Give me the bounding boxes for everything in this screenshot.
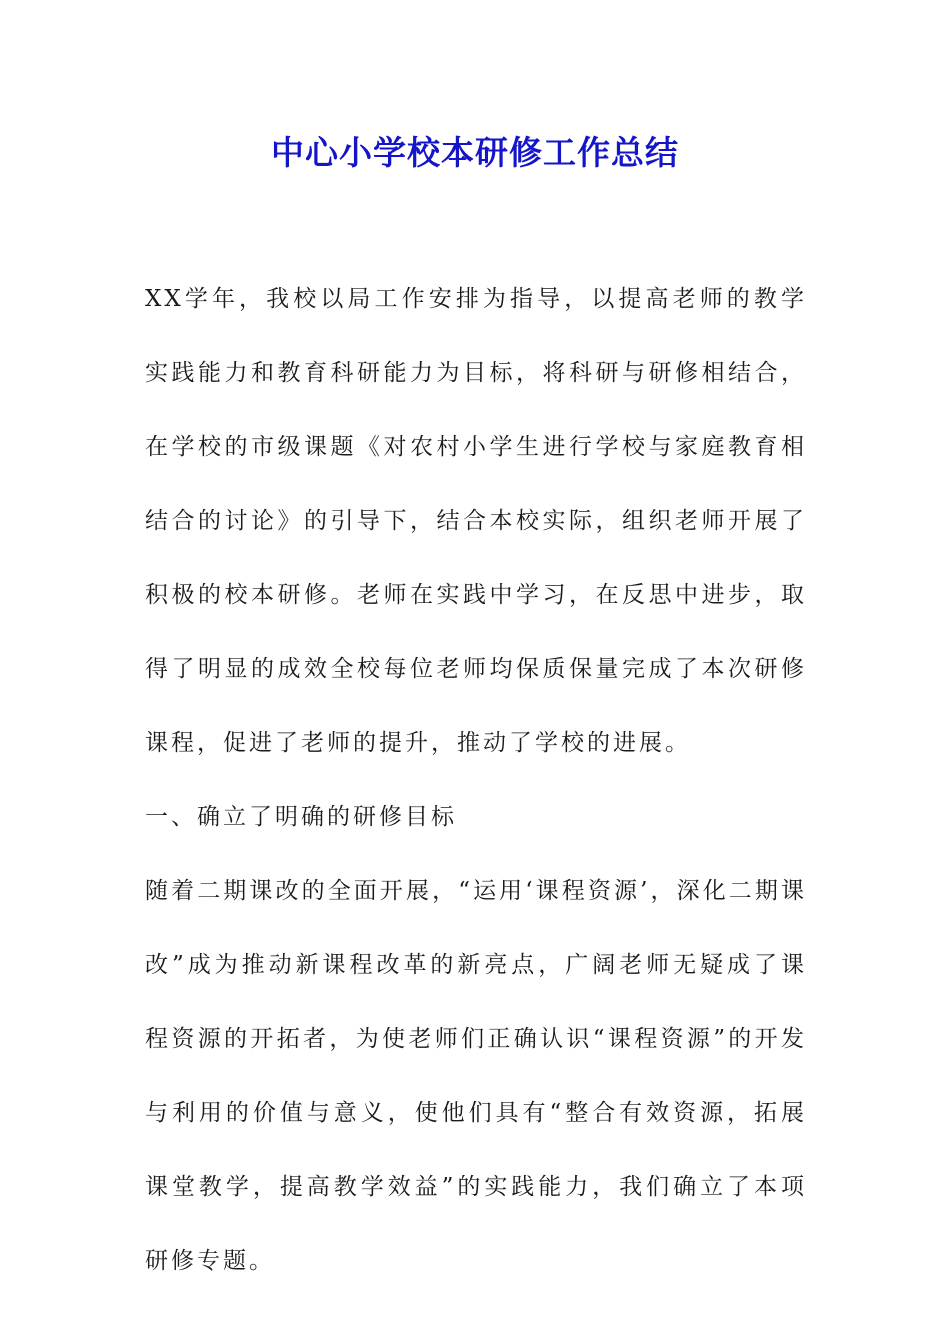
paragraph-intro: XX学年，我校以局工作安排为指导，以提高老师的教学实践能力和教育科研能力为目标，将科研与研修相结合，在学校的市级课题《对农村小学生进行学校与家庭教育相结合的讨论》的引导下，结合本校实际，组织老师开展了积极的校本研修。老师在实践中学习，在反思中进步，取得了明显的成效全校每位老师均保质保量完成了本次研修课程，促进了老师的提升，推动了学校的进展。	[145, 286, 807, 756]
document-title: 中心小学校本研修工作总结	[271, 133, 679, 172]
section-heading-1: 一、确立了明确的研修目标	[145, 804, 457, 830]
paragraph-section-1: 随着二期课改的全面开展，“运用‘课程资源’，深化二期课改”成为推动新课程改革的新亮点，广阔老师无疑成了课程资源的开拓者，为使老师们正确认识“课程资源”的开发与利用的价值与意义，使他们具有“整合有效资源，拓展课堂教学，提高教学效益”的实践能力，我们确立了本项研修专题。	[145, 878, 807, 1274]
document-body	[145, 262, 807, 1298]
